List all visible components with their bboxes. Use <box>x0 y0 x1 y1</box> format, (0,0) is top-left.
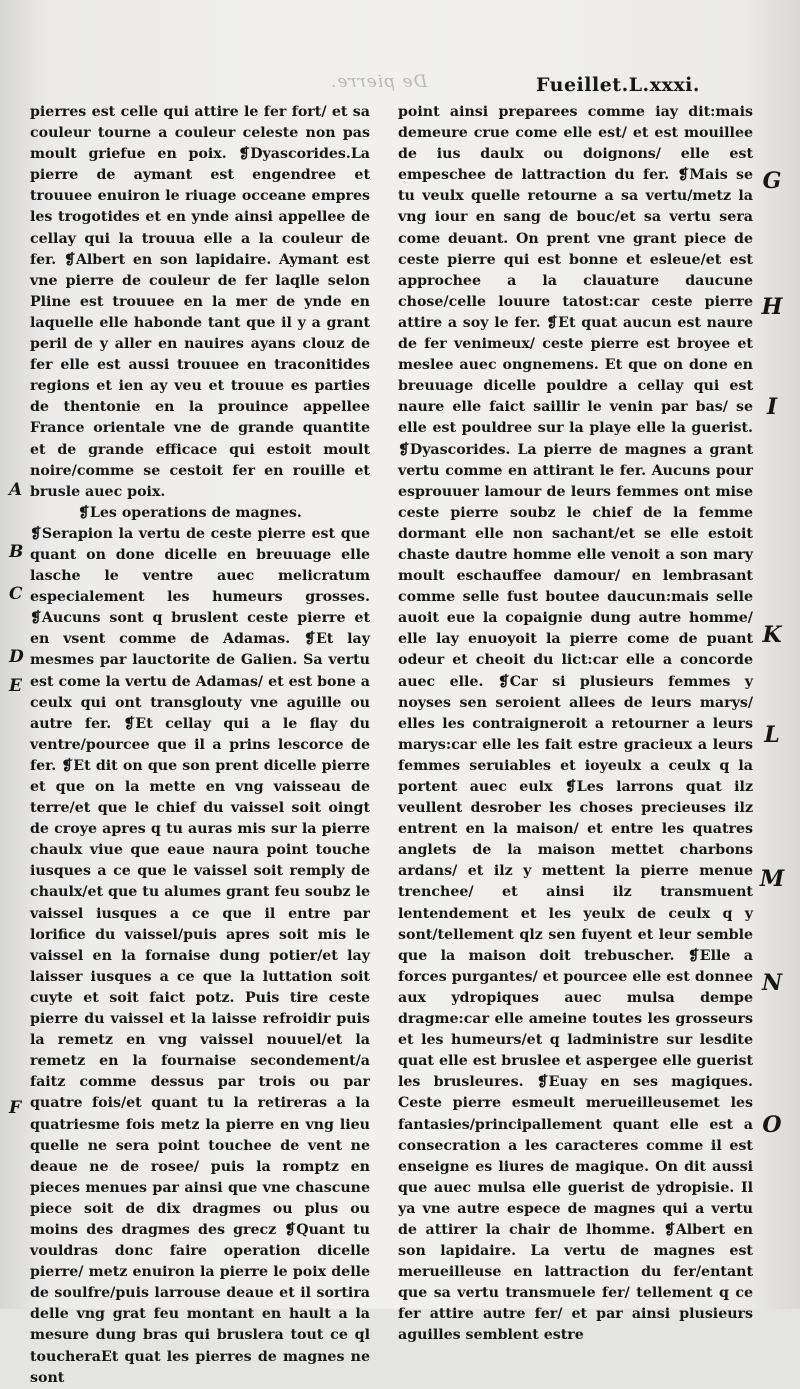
left-paragraph-1: pierres est celle qui attire le fer fort/ et sa couleur tourne a couleur celeste non pas moult griefue en poix. ❡Dyascorides.La pierre de aymant est engendree et trouuee enuiron le riuage occeane empres les trogotides et en ynde ainsi appellee de cellay qui la trouua elle a la couleur de fer. ❡Albert en son lapidaire. Aymant est vne pierre de couleur de fer laqlle selon Pline est trouuee en la mer de ynde en laquelle elle habonde tant que il y a grant peril de y aller en nauires ayans clouz de fer elle est aussi trouuee en traconitides regions et ien ay veu et trouue es parties de thentonie en la prouince appellee France orientale vne de grande quantite et de grande efficace qui estoit moult noire/comme se cestoit fer en rouille et brusle auec poix. <box>30 104 370 500</box>
margin-letter-e: E <box>9 676 22 696</box>
margin-letter-h: H <box>761 294 783 320</box>
folio-header: Fueillet.L.xxxi. <box>536 74 700 96</box>
margin-letter-m: M <box>759 866 785 892</box>
margin-letter-g: G <box>762 168 782 194</box>
margin-letter-k: K <box>762 622 782 648</box>
left-paragraph-2: ❡Serapion la vertu de ceste pierre est que quant on done dicelle en breuuage elle lasche le ventre auec melicratum especialement les humeurs grosses. ❡Aucuns sont q bruslent ceste pierre et en vsent comme de Adamas. ❡Et lay mesmes par lauctorite de Galien. Sa vertu est come la vertu de Adamas/ et est bone a ceulx qui ont transglouty vne aguille ou autre fer. ❡Et cellay qui a le flay du ventre/pourcee que il a prins lescorce de fer. ❡Et dit on que son prent dicelle pierre et que on la mette en vng vaisseau de terre/et que le chief du vaissel soit oingt de croye apres q tu auras mis sur la pierre chaulx viue que eaue naura point touche iusques a ce que le vaissel soit remply de chaulx/et que tu alumes grant feu soubz le vaissel iusques a ce que il entre par lorifice du vaissel/puis apres soit mis le vaissel en la fornaise dung potier/et lay laisser iusques a ce que la luttation soit cuyte et soit faict potz. Puis tire ceste pierre du vaissel et la laisse refroidir puis la remetz en vng vaissel nouuel/et la remetz en la fournaise secondement/a faitz comme dessus par trois ou par quatre fois/et quant tu la retireras a la quatriesme fois metz la pierre en vng lieu quelle ne sera point touchee de vent ne deaue ne de rosee/ puis la romptz en pieces menues par ainsi que vne chascune piece soit de dix dragmes ou plus ou moins des dragmes des grecz ❡Quant tu vouldras donc faire operation dicelle pierre/ metz enuiron la pierre le poix delle de soulfre/puis larrouse deaue et il sortira delle vng grat feu montant en hault a la mesure dung bras qui bruslera tout ce ql toucheraEt quat les pierres de magnes ne sont <box>30 525 370 1386</box>
margin-letter-l: L <box>764 722 780 748</box>
margin-letter-d: D <box>9 647 24 667</box>
margin-letter-i: I <box>766 394 778 420</box>
right-paragraph: point ainsi preparees comme iay dit:mais demeure crue come elle est/ et est mouillee de ius daulx ou doignons/ elle est empeschee de lattraction du fer. ❡Mais se tu veulx quelle retourne a sa vertu/metz la vng iour en sang de bouc/et sa vertu sera come deuant. On prent vne grant piece de ceste pierre qui est bonne et esleue/et est approchee a la clauature daucune chose/celle louure tatost:car ceste pierre attire a soy le fer. ❡Et quat aucun est naure de fer venimeux/ ceste pierre est broyee et meslee auec ongnemens. Et que on done en breuuage dicelle pouldre a cellay qui est naure elle faict saillir le venin par bas/ se elle est pouldree sur la playe elle la guerist. ❡Dyascorides. La pierre de magnes a grant vertu comme en attirant le fer. Aucuns pour esprouuer lamour de leurs femmes ont mise ceste pierre soubz le chief de la femme dormant elle non sachant/et se elle estoit chaste dautre homme elle venoit a son mary moult eschauffee damour/ en lembrasant comme selle fust boutee daucun:mais selle auoit eue la copaignie dung autre homme/ elle lay enuoyoit la pierre come de puant odeur et cheoit du lict:car elle a concorde auec elle. ❡Car si plusieurs femmes y noyses sen seroient allees de leurs marys/ elles les contraigneroit a retourner a leurs marys:car elle les fait estre gracieux a leurs femmes seruiables et ioyeulx a ceulx q la portent auec eulx ❡Les larrons quat ilz veullent desrober les choses precieuses ilz entrent en la maison/ et entre les quatres anglets de la maison mettet charbons ardans/ et ilz y mettent la pierre menue trenchee/ et ainsi ilz transmuent lentendement et les yeulx de ceulx q y sont/tellement qlz sen fuyent et leur semble que la maison doit trebuscher. ❡Elle a forces purgantes/ et pourcee elle est donnee aux ydropiques auec mulsa dempe dragme:car elle ameine toutes les grosseurs et les humeurs/et q ladministre sur lesdite quat elle est bruslee et aspergee elle guerist les brusleures. ❡Euay en ses magiques. Ceste pierre esmeult merueilleusemet les fantasies/principallement quant elle est a consecration a les caracteres comme il est enseigne es liures de magique. On dit aussi que auec mulsa elle guerist de ydropisie. Il ya vne autre espece de magnes qui a vertu de attirer la chair de lhomme. ❡Albert en son lapidaire. La vertu de magnes est merueilleuse en lattraction du fer/entant que sa vertu transmuele fer/ tellement q ce fer attire autre fer/ et par ainsi plusieurs aguilles semblent estre <box>398 104 753 1344</box>
section-subheading: ❡Les operations de magnes. <box>78 504 302 521</box>
margin-letter-b: B <box>9 542 24 562</box>
bleed-through-text: De pierre. <box>330 72 428 92</box>
margin-letter-o: O <box>762 1112 782 1138</box>
margin-letter-c: C <box>9 584 23 604</box>
margin-letter-a: A <box>9 480 23 500</box>
left-column <box>30 102 370 1389</box>
right-column <box>398 102 753 1347</box>
margin-letter-n: N <box>761 970 783 996</box>
margin-letter-f: F <box>9 1098 22 1118</box>
